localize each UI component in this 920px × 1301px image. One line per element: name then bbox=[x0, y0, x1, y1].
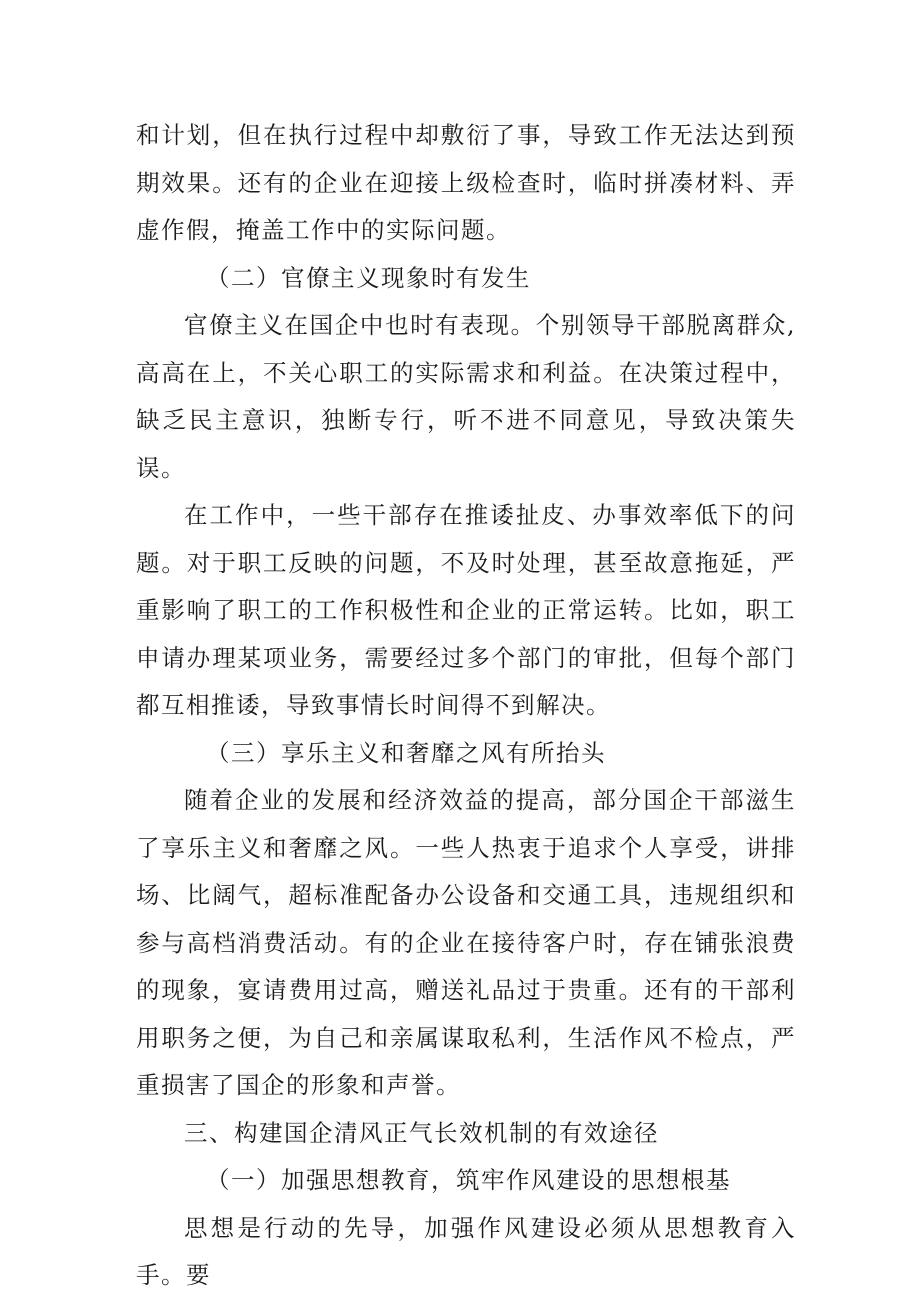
section-heading-three: 三、构建国企清风正气长效机制的有效途径 bbox=[184, 1118, 659, 1147]
sub-heading-hedonism: （三）享乐主义和奢靡之风有所抬头 bbox=[206, 738, 606, 767]
paragraph-continued: 和计划，但在执行过程中却敷衍了事，导致工作无法达到预期效果。还有的企业在迎接上级检查时，临时拼凑材料、弄虚作假，掩盖工作中的实际问题。 bbox=[136, 121, 796, 244]
paragraph-bureaucratism: 官僚主义在国企中也时有表现。个别领导干部脱离群众,高高在上，不关心职工的实际需求和利益。在决策过程中，缺乏民主意识，独断专行，听不进不同意见，导致决策失误。 bbox=[136, 311, 796, 482]
sub-heading-bureaucratism: （二）官僚主义现象时有发生 bbox=[206, 263, 531, 292]
paragraph-ideological-education: 思想是行动的先导，加强作风建设必须从思想教育入手。要 bbox=[136, 1213, 796, 1289]
paragraph-buck-passing: 在工作中，一些干部存在推诿扯皮、办事效率低下的问题。对于职工反映的问题，不及时处理，甚至故意拖延，严重影响了职工的工作积极性和企业的正常运转。比如，职工申请办理某项业务，需要经过多个部门的审批，但每个部门都互相推诿，导致事情长时间得不到解决。 bbox=[136, 501, 796, 719]
sub-heading-ideological-education: （一）加强思想教育，筑牢作风建设的思想根基 bbox=[206, 1166, 731, 1194]
paragraph-hedonism: 随着企业的发展和经济效益的提高，部分国企干部滋生了享乐主义和奢靡之风。一些人热衷于追求个人享受，讲排场、比阔气，超标准配备办公设备和交通工具，违规组织和参与高档消费活动。有的企业在接待客户时，存在铺张浪费的现象，宴请费用过高，赠送礼品过于贵重。还有的干部利用职务之便，为自己和亲属谋取私利，生活作风不检点，严重损害了国企的形象和声誉。 bbox=[136, 786, 796, 1099]
document-body bbox=[136, 112, 796, 1300]
